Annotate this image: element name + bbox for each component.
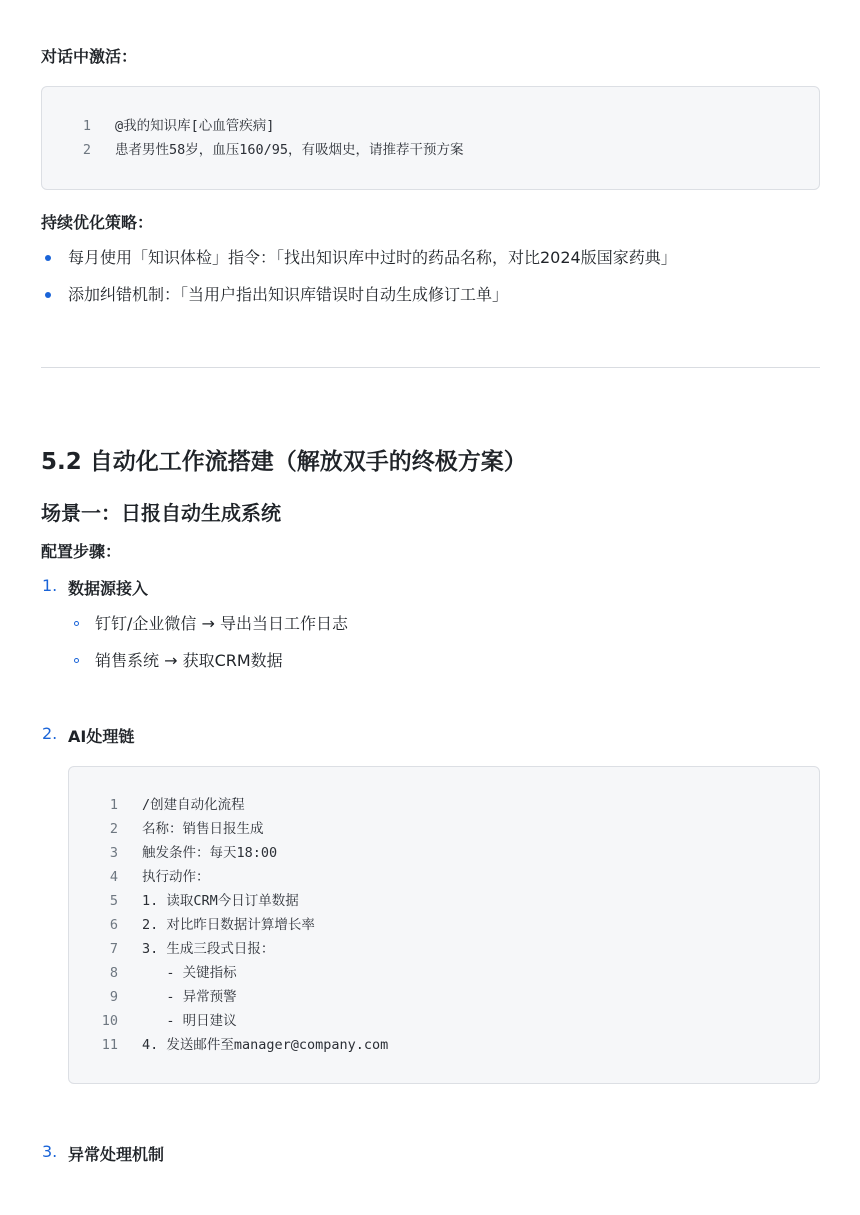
scene-title: 场景一：日报自动生成系统 xyxy=(41,501,281,525)
line-number: 7 xyxy=(109,941,118,957)
config-label: 配置步骤： xyxy=(41,542,122,561)
step-number: 1. xyxy=(42,576,58,595)
code-line xyxy=(92,889,299,913)
line-number: 1 xyxy=(109,797,118,813)
code-line xyxy=(92,1009,237,1033)
code-block-workflow[interactable] xyxy=(68,766,820,1084)
code-text: 1. 读取CRM今日订单数据 xyxy=(142,893,299,909)
step-title: 数据源接入 xyxy=(68,579,149,598)
code-text: 3. 生成三段式日报： xyxy=(142,941,275,957)
code-text: 4. 发送邮件至manager@company.com xyxy=(142,1037,389,1053)
code-text: - 关键指标 xyxy=(142,965,237,981)
code-text: 执行动作： xyxy=(142,869,210,885)
code-line xyxy=(92,817,264,841)
code-line xyxy=(92,961,237,985)
code-line xyxy=(92,913,315,937)
step-title: 异常处理机制 xyxy=(68,1145,165,1164)
bullet-item: 添加纠错机制：「当用户指出知识库错误时自动生成修订工单」 xyxy=(68,285,509,304)
bullet-item: 每月使用「知识体检」指令：「找出知识库中过时的药品名称，对比2024版国家药典」 xyxy=(68,248,677,267)
code-line xyxy=(92,793,245,817)
line-number: 9 xyxy=(109,989,118,1005)
line-number: 4 xyxy=(109,869,118,885)
line-number: 2 xyxy=(82,142,91,158)
sub-item: 销售系统 → 获取CRM数据 xyxy=(95,651,283,670)
sub-bullet-icon xyxy=(74,621,79,626)
code-line xyxy=(92,865,210,889)
line-number: 11 xyxy=(101,1037,118,1053)
line-number: 3 xyxy=(109,845,118,861)
code-text: 名称：销售日报生成 xyxy=(142,821,264,837)
code-line xyxy=(65,114,274,138)
code-line xyxy=(65,138,464,162)
code-text: 2. 对比昨日数据计算增长率 xyxy=(142,917,315,933)
sub-item: 钉钉/企业微信 → 导出当日工作日志 xyxy=(95,614,348,633)
step-title: AI处理链 xyxy=(68,727,135,746)
code-line xyxy=(92,1033,388,1057)
step-number: 2. xyxy=(42,724,58,743)
code-text: @我的知识库[心血管疾病] xyxy=(115,118,275,134)
line-number: 2 xyxy=(109,821,118,837)
section-heading: 5.2 自动化工作流搭建（解放双手的终极方案） xyxy=(41,449,527,475)
code-text: - 异常预警 xyxy=(142,989,237,1005)
sub-bullet-icon xyxy=(74,658,79,663)
code-text: 触发条件：每天18:00 xyxy=(142,845,278,861)
step-number: 3. xyxy=(42,1142,58,1161)
code-line xyxy=(92,937,274,961)
line-number: 1 xyxy=(82,118,91,134)
code-text: 患者男性58岁，血压160/95，有吸烟史，请推荐干预方案 xyxy=(115,142,464,158)
code-line xyxy=(92,841,277,865)
code-text: /创建自动化流程 xyxy=(142,797,245,813)
activation-label: 对话中激活： xyxy=(41,47,138,66)
bullet-dot-icon xyxy=(45,292,51,298)
code-line xyxy=(92,985,237,1009)
line-number: 8 xyxy=(109,965,118,981)
line-number: 10 xyxy=(101,1013,118,1029)
code-text: - 明日建议 xyxy=(142,1013,237,1029)
line-number: 6 xyxy=(109,917,118,933)
bullet-dot-icon xyxy=(45,255,51,261)
code-block-activation[interactable] xyxy=(41,86,820,190)
section-divider xyxy=(41,367,820,368)
optimize-label: 持续优化策略： xyxy=(41,213,154,232)
line-number: 5 xyxy=(109,893,118,909)
